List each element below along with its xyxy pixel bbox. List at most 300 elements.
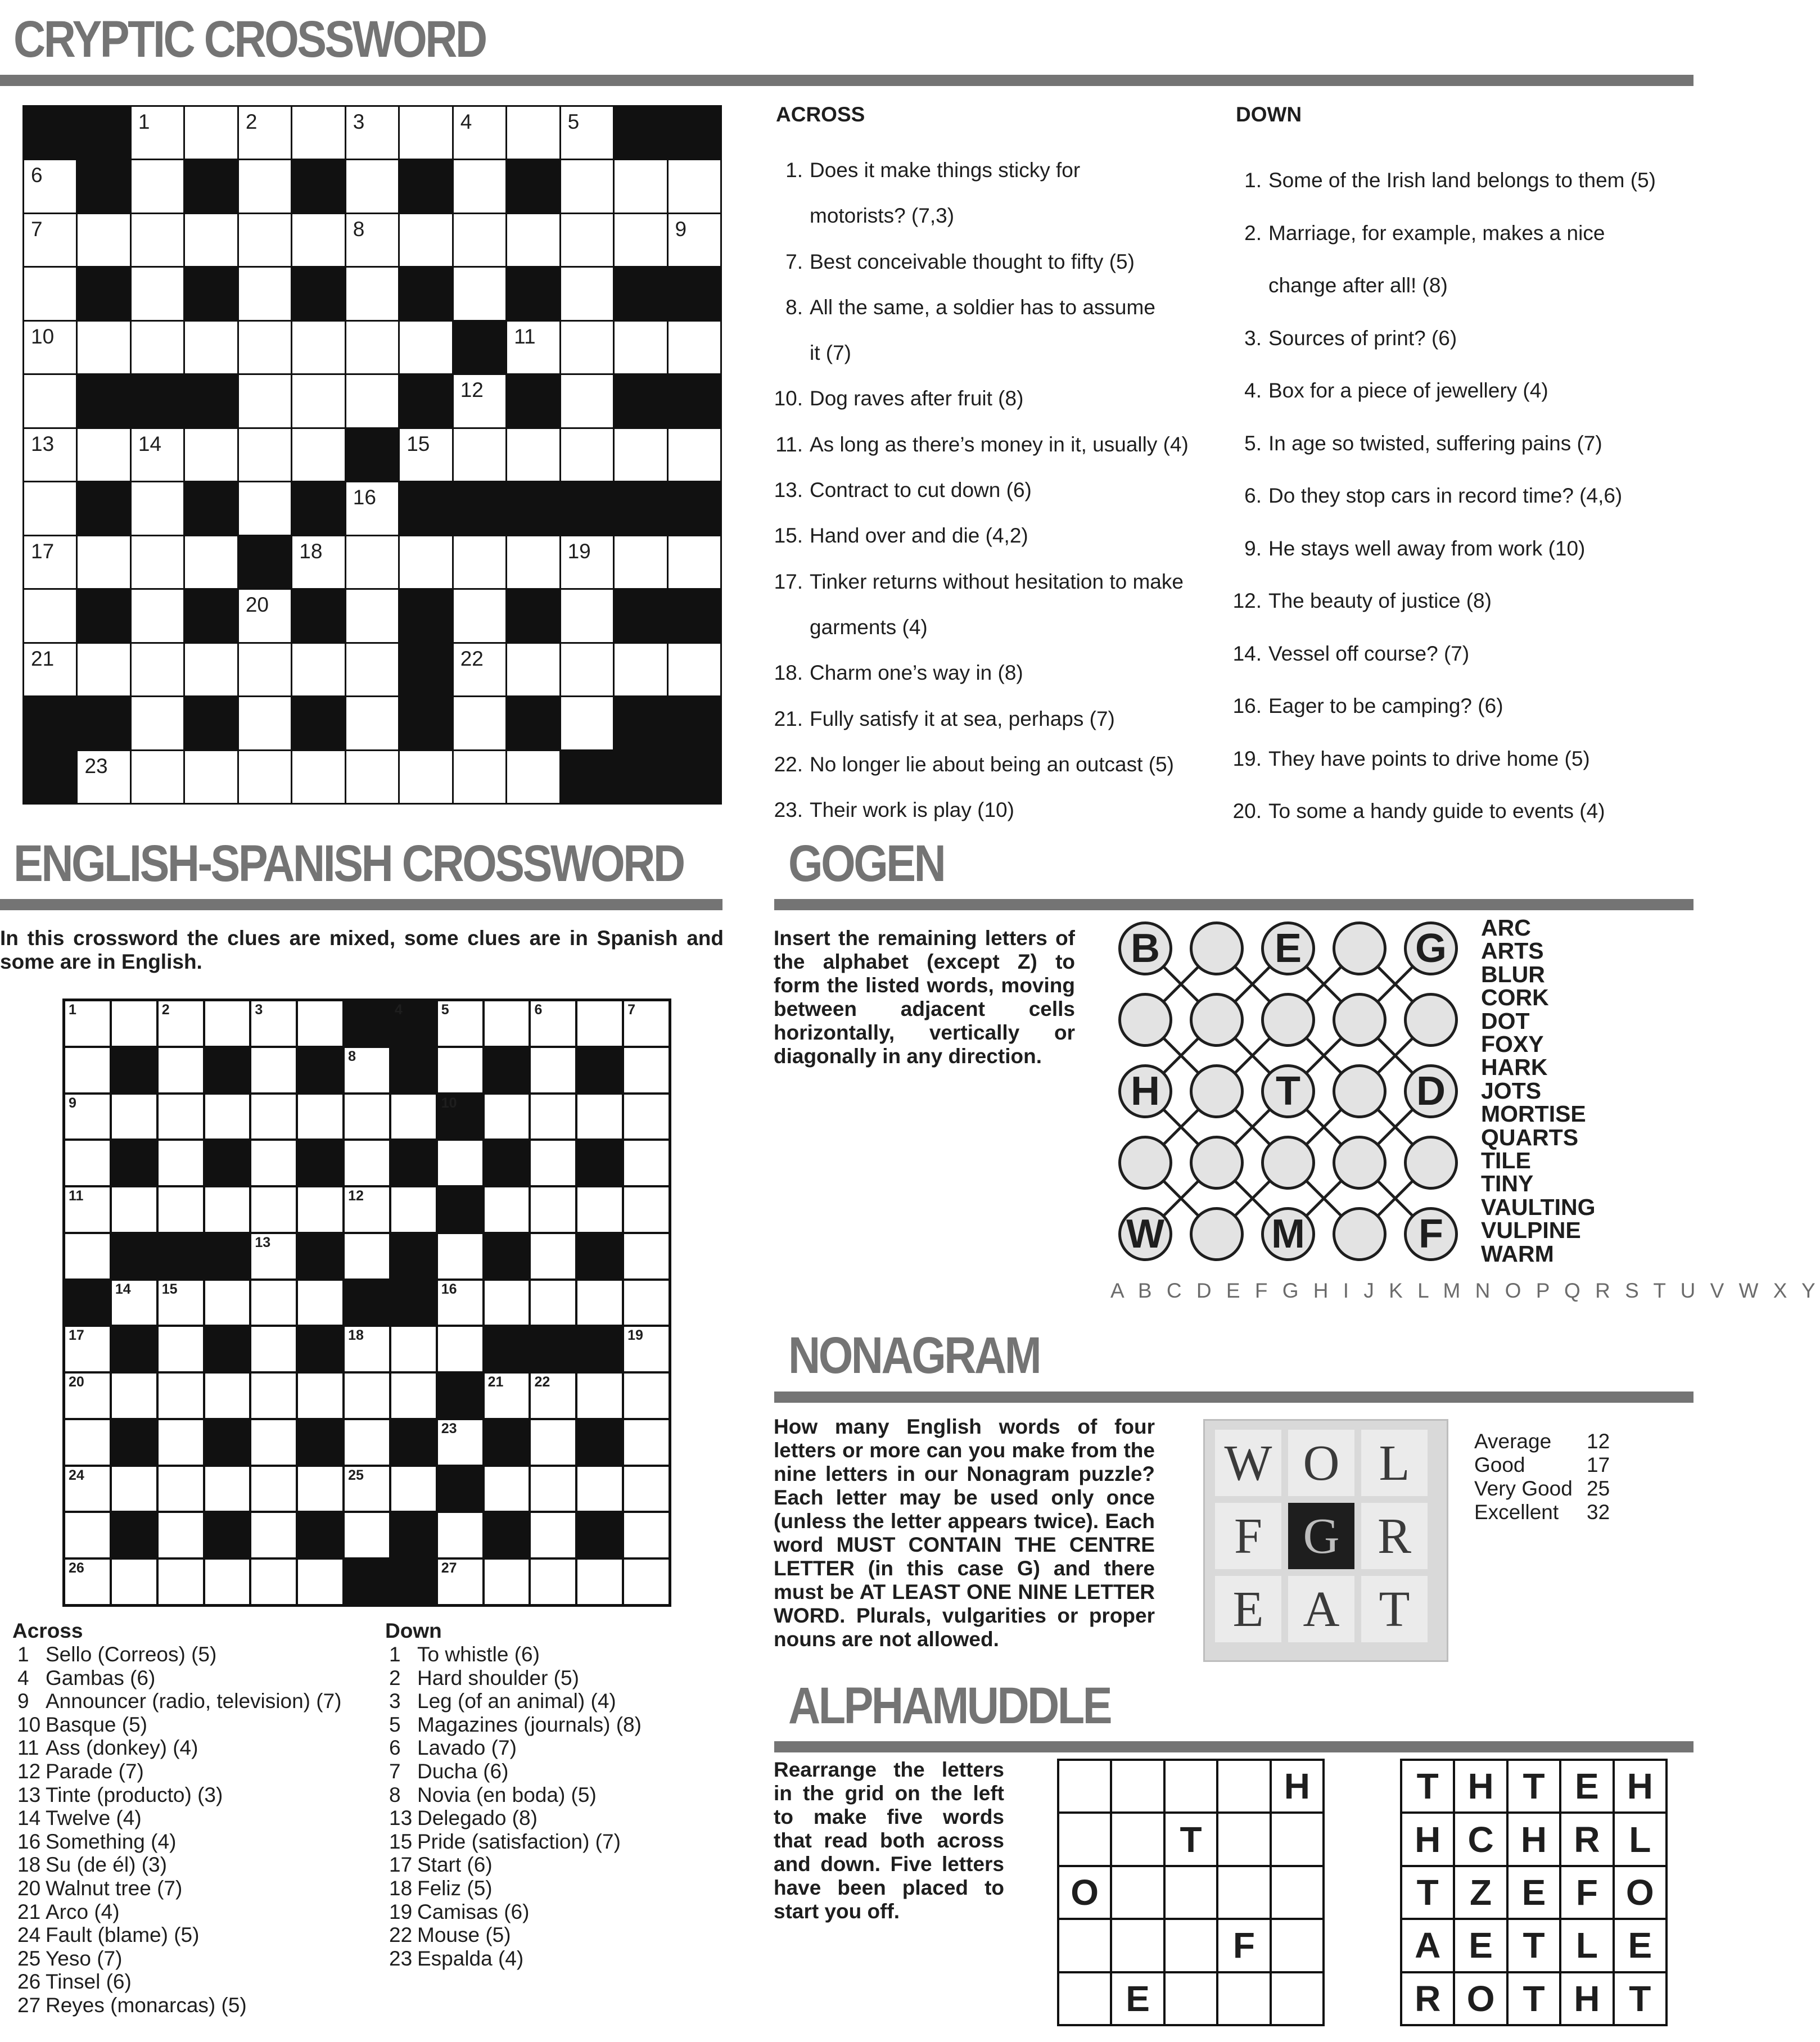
es-cell[interactable] [531, 1513, 575, 1557]
cryptic-cell[interactable] [400, 214, 451, 266]
es-cell[interactable] [624, 1187, 669, 1232]
es-cell[interactable] [251, 1141, 296, 1185]
es-cell[interactable] [251, 1048, 296, 1092]
es-cell[interactable] [531, 1095, 575, 1139]
es-cell[interactable] [624, 1001, 669, 1046]
cryptic-cell[interactable] [400, 429, 451, 481]
alphamuddle-left-cell[interactable] [1218, 1973, 1269, 2024]
cryptic-cell[interactable] [400, 751, 451, 803]
cryptic-cell[interactable] [615, 322, 666, 373]
es-cell[interactable] [65, 1327, 110, 1371]
cryptic-cell[interactable] [561, 536, 613, 588]
gogen-cell[interactable]: E [1261, 921, 1315, 975]
es-cell[interactable] [112, 1560, 156, 1604]
es-cell[interactable] [345, 1327, 389, 1371]
cryptic-cell[interactable] [454, 375, 505, 427]
cryptic-cell[interactable] [615, 536, 666, 588]
cryptic-cell[interactable] [24, 644, 76, 695]
cryptic-cell[interactable] [239, 482, 291, 534]
es-cell[interactable] [577, 1467, 622, 1511]
es-cell[interactable] [159, 1374, 203, 1418]
clue-number: 1 [389, 1643, 401, 1666]
es-cell[interactable] [438, 1513, 482, 1557]
es-cell[interactable] [438, 1327, 482, 1371]
es-cell[interactable] [624, 1048, 669, 1092]
es-cell[interactable] [438, 1420, 482, 1465]
es-cell[interactable] [531, 1141, 575, 1185]
es-cell[interactable] [391, 1187, 436, 1232]
es-cell[interactable] [624, 1141, 669, 1185]
cryptic-cell[interactable] [78, 322, 129, 373]
es-cell[interactable] [485, 1281, 529, 1325]
es-cell[interactable] [577, 1374, 622, 1418]
es-cell[interactable] [298, 1187, 342, 1232]
cryptic-cell[interactable] [292, 536, 344, 588]
cryptic-cell[interactable] [346, 160, 398, 212]
es-cell[interactable] [65, 1095, 110, 1139]
alphamuddle-left-cell[interactable]: O [1059, 1867, 1110, 1918]
es-black-cell [485, 1513, 529, 1557]
alphamuddle-left-cell[interactable] [1059, 1973, 1110, 2024]
es-cell[interactable] [624, 1513, 669, 1557]
es-cell[interactable] [438, 1001, 482, 1046]
es-cell[interactable] [159, 1001, 203, 1046]
es-cell[interactable] [438, 1048, 482, 1092]
es-cell[interactable] [531, 1187, 575, 1232]
es-cell[interactable] [531, 1374, 575, 1418]
cryptic-cell[interactable] [78, 214, 129, 266]
gogen-cell[interactable] [1190, 1136, 1244, 1190]
cryptic-cell[interactable] [132, 644, 183, 695]
cryptic-cell[interactable] [454, 697, 505, 749]
es-cell[interactable] [159, 1513, 203, 1557]
alphamuddle-left-cell[interactable] [1112, 1814, 1163, 1864]
cryptic-cell[interactable] [454, 107, 505, 159]
cryptic-cell[interactable] [615, 644, 666, 695]
gogen-cell[interactable]: M [1261, 1207, 1315, 1261]
es-cell[interactable] [298, 1281, 342, 1325]
english-spanish-across-heading: Across [12, 1619, 83, 1642]
cryptic-cell[interactable] [185, 536, 237, 588]
alphamuddle-left-cell[interactable]: H [1272, 1761, 1322, 1811]
es-cell[interactable] [345, 1420, 389, 1465]
es-cell[interactable] [205, 1187, 250, 1232]
es-cell[interactable] [391, 1467, 436, 1511]
clue-text: Vessel off course? (7) [1268, 641, 1470, 665]
gogen-cell[interactable]: B [1118, 921, 1172, 975]
cryptic-cell[interactable] [561, 429, 613, 481]
es-cell[interactable] [112, 1187, 156, 1232]
cryptic-cell[interactable] [346, 375, 398, 427]
es-cell[interactable] [624, 1234, 669, 1278]
gogen-cell[interactable] [1190, 1207, 1244, 1261]
es-cell[interactable] [298, 1001, 342, 1046]
es-cell[interactable] [251, 1234, 296, 1278]
alphamuddle-left-cell[interactable] [1059, 1761, 1110, 1811]
cryptic-cell[interactable] [239, 268, 291, 319]
cryptic-cell[interactable] [454, 751, 505, 803]
es-cell[interactable] [438, 1234, 482, 1278]
cryptic-cell[interactable] [239, 644, 291, 695]
cryptic-cell[interactable] [346, 697, 398, 749]
cryptic-cell[interactable] [132, 322, 183, 373]
cryptic-cell[interactable] [239, 322, 291, 373]
cryptic-cell[interactable] [24, 482, 76, 534]
cryptic-cell[interactable] [132, 160, 183, 212]
cryptic-cell[interactable] [132, 429, 183, 481]
es-cell[interactable] [112, 1374, 156, 1418]
cryptic-cell[interactable] [78, 751, 129, 803]
es-cell[interactable] [251, 1374, 296, 1418]
cryptic-cell[interactable] [346, 644, 398, 695]
es-cell[interactable] [298, 1467, 342, 1511]
cryptic-cell[interactable] [507, 751, 559, 803]
es-cell[interactable] [485, 1001, 529, 1046]
cryptic-cell[interactable] [292, 751, 344, 803]
es-cell[interactable] [438, 1281, 482, 1325]
cryptic-cell[interactable] [669, 536, 720, 588]
cryptic-cell[interactable] [561, 268, 613, 319]
cryptic-cell[interactable] [669, 322, 720, 373]
cryptic-cell[interactable] [132, 214, 183, 266]
gogen-cell[interactable] [1190, 921, 1244, 975]
cryptic-cell[interactable] [239, 751, 291, 803]
gogen-cell[interactable]: W [1118, 1207, 1172, 1261]
cryptic-cell[interactable] [239, 214, 291, 266]
cryptic-cell[interactable] [239, 697, 291, 749]
es-cell[interactable] [159, 1467, 203, 1511]
es-cell[interactable] [112, 1001, 156, 1046]
cryptic-cell[interactable] [346, 214, 398, 266]
alphamuddle-left-cell[interactable] [1112, 1761, 1163, 1811]
es-cell[interactable] [159, 1048, 203, 1092]
cryptic-cell[interactable] [78, 429, 129, 481]
cryptic-cell[interactable] [24, 268, 76, 319]
clue-number: 20 [69, 1374, 84, 1390]
alphamuddle-left-cell[interactable] [1166, 1761, 1216, 1811]
es-cell[interactable] [485, 1187, 529, 1232]
cryptic-cell[interactable] [132, 268, 183, 319]
gogen-cell[interactable]: G [1404, 921, 1458, 975]
es-cell[interactable] [485, 1560, 529, 1604]
es-cell[interactable] [624, 1095, 669, 1139]
cryptic-cell[interactable] [400, 107, 451, 159]
es-cell[interactable] [65, 1048, 110, 1092]
es-cell[interactable] [577, 1187, 622, 1232]
es-cell[interactable] [112, 1467, 156, 1511]
cryptic-cell[interactable] [561, 107, 613, 159]
es-cell[interactable] [65, 1467, 110, 1511]
es-black-cell [391, 1234, 436, 1278]
cryptic-cell[interactable] [185, 214, 237, 266]
cryptic-cell[interactable] [669, 214, 720, 266]
es-cell[interactable] [531, 1234, 575, 1278]
es-cell[interactable] [112, 1095, 156, 1139]
gogen-cell[interactable] [1333, 1136, 1387, 1190]
cryptic-cell[interactable] [507, 644, 559, 695]
es-cell[interactable] [577, 1095, 622, 1139]
gogen-cell[interactable]: F [1404, 1207, 1458, 1261]
gogen-cell[interactable]: H [1118, 1064, 1172, 1118]
gogen-cell[interactable] [1261, 1136, 1315, 1190]
cryptic-cell[interactable] [185, 429, 237, 481]
cryptic-cell[interactable] [24, 160, 76, 212]
es-cell[interactable] [251, 1467, 296, 1511]
es-cell[interactable] [205, 1281, 250, 1325]
cryptic-cell[interactable] [185, 107, 237, 159]
es-cell[interactable] [485, 1095, 529, 1139]
es-cell[interactable] [345, 1467, 389, 1511]
cryptic-across-clue [810, 330, 1189, 376]
cryptic-cell[interactable] [185, 751, 237, 803]
es-cell[interactable] [251, 1513, 296, 1557]
cryptic-cell[interactable] [454, 429, 505, 481]
es-cell[interactable] [251, 1187, 296, 1232]
es-cell[interactable] [345, 1141, 389, 1185]
es-cell[interactable] [251, 1281, 296, 1325]
es-cell[interactable] [391, 1327, 436, 1371]
cryptic-cell[interactable] [669, 429, 720, 481]
es-cell[interactable] [205, 1095, 250, 1139]
es-cell[interactable] [624, 1327, 669, 1371]
es-cell[interactable] [577, 1560, 622, 1604]
es-cell[interactable] [531, 1420, 575, 1465]
es-cell[interactable] [65, 1374, 110, 1418]
gogen-cell[interactable] [1333, 1064, 1387, 1118]
es-cell[interactable] [65, 1187, 110, 1232]
cryptic-cell[interactable] [669, 160, 720, 212]
alphamuddle-left-cell[interactable] [1059, 1814, 1110, 1864]
es-cell[interactable] [205, 1467, 250, 1511]
cryptic-cell[interactable] [239, 375, 291, 427]
alphamuddle-left-cell[interactable] [1272, 1814, 1322, 1864]
es-cell[interactable] [159, 1281, 203, 1325]
gogen-cell[interactable] [1118, 993, 1172, 1047]
es-cell[interactable] [298, 1095, 342, 1139]
cryptic-cell[interactable] [400, 322, 451, 373]
es-cell[interactable] [577, 1001, 622, 1046]
cryptic-cell[interactable] [24, 375, 76, 427]
cryptic-cell[interactable] [185, 644, 237, 695]
alphamuddle-left-cell[interactable]: T [1166, 1814, 1216, 1864]
es-cell[interactable] [205, 1374, 250, 1418]
alphamuddle-left-cell[interactable] [1218, 1761, 1269, 1811]
cryptic-cell[interactable] [132, 107, 183, 159]
alphamuddle-left-cell[interactable] [1272, 1867, 1322, 1918]
cryptic-cell[interactable] [78, 536, 129, 588]
alphamuddle-grid-left [1057, 1759, 1325, 2026]
es-cell[interactable] [251, 1327, 296, 1371]
es-cell[interactable] [577, 1281, 622, 1325]
es-cell[interactable] [205, 1560, 250, 1604]
es-cell[interactable] [159, 1327, 203, 1371]
es-cell[interactable] [112, 1281, 156, 1325]
gogen-cell[interactable] [1190, 993, 1244, 1047]
cryptic-cell[interactable] [239, 429, 291, 481]
es-cell[interactable] [624, 1560, 669, 1604]
es-cell[interactable] [65, 1001, 110, 1046]
gogen-cell[interactable] [1333, 921, 1387, 975]
es-cell[interactable] [391, 1374, 436, 1418]
cryptic-cell[interactable] [132, 482, 183, 534]
cryptic-cell[interactable] [78, 644, 129, 695]
gogen-cell[interactable] [1190, 1064, 1244, 1118]
es-cell[interactable] [485, 1374, 529, 1418]
es-cell[interactable] [65, 1513, 110, 1557]
cryptic-cell[interactable] [346, 751, 398, 803]
cryptic-cell[interactable] [561, 644, 613, 695]
es-cell[interactable] [438, 1560, 482, 1604]
alphamuddle-left-cell[interactable] [1166, 1973, 1216, 2024]
cryptic-cell[interactable] [239, 107, 291, 159]
clue-number: 7 [389, 1759, 401, 1783]
alphamuddle-left-cell[interactable] [1218, 1867, 1269, 1918]
cryptic-cell[interactable] [346, 590, 398, 641]
alphamuddle-left-cell[interactable] [1059, 1920, 1110, 1971]
es-cell[interactable] [345, 1048, 389, 1092]
cryptic-cell[interactable] [346, 107, 398, 159]
cryptic-cell[interactable] [346, 536, 398, 588]
cryptic-cell[interactable] [292, 375, 344, 427]
cryptic-cell[interactable] [561, 697, 613, 749]
cryptic-cell[interactable] [24, 536, 76, 588]
cryptic-cell[interactable] [24, 322, 76, 373]
es-cell[interactable] [531, 1467, 575, 1511]
gogen-cell[interactable] [1118, 1136, 1172, 1190]
alphamuddle-left-cell[interactable] [1166, 1920, 1216, 1971]
es-cell[interactable] [159, 1420, 203, 1465]
cryptic-cell[interactable] [561, 375, 613, 427]
gogen-cell[interactable] [1261, 993, 1315, 1047]
es-cell[interactable] [345, 1187, 389, 1232]
score-row [1474, 1501, 1610, 1524]
es-cell[interactable] [438, 1141, 482, 1185]
cryptic-cell[interactable] [507, 429, 559, 481]
cryptic-cell[interactable] [132, 590, 183, 641]
es-cell[interactable] [65, 1141, 110, 1185]
es-cell[interactable] [624, 1467, 669, 1511]
gogen-cell[interactable]: D [1404, 1064, 1458, 1118]
es-cell[interactable] [531, 1560, 575, 1604]
es-cell[interactable] [159, 1095, 203, 1139]
cryptic-cell[interactable] [454, 268, 505, 319]
es-cell[interactable] [205, 1001, 250, 1046]
cryptic-cell[interactable] [454, 536, 505, 588]
cryptic-cell[interactable] [561, 160, 613, 212]
gogen-cell[interactable]: T [1261, 1064, 1315, 1118]
alphamuddle-left-cell[interactable] [1112, 1867, 1163, 1918]
nonagram-scores [1474, 1430, 1610, 1524]
es-cell[interactable] [485, 1467, 529, 1511]
cryptic-cell[interactable] [239, 160, 291, 212]
alphamuddle-left-cell[interactable] [1166, 1867, 1216, 1918]
gogen-cell[interactable] [1404, 993, 1458, 1047]
alphamuddle-left-cell[interactable] [1272, 1920, 1322, 1971]
es-cell[interactable] [345, 1095, 389, 1139]
cryptic-cell[interactable] [24, 429, 76, 481]
cryptic-cell[interactable] [292, 107, 344, 159]
cryptic-cell[interactable] [507, 322, 559, 373]
es-cell[interactable] [251, 1560, 296, 1604]
cryptic-cell[interactable] [346, 482, 398, 534]
cryptic-cell[interactable] [669, 644, 720, 695]
alphamuddle-right-cell: T [1615, 1973, 1665, 2024]
cryptic-cell[interactable] [561, 214, 613, 266]
cryptic-cell[interactable] [24, 590, 76, 641]
cryptic-cell[interactable] [454, 644, 505, 695]
gogen-cell[interactable] [1404, 1136, 1458, 1190]
cryptic-cell[interactable] [615, 429, 666, 481]
alphamuddle-left-cell[interactable]: F [1218, 1920, 1269, 1971]
es-cell[interactable] [345, 1513, 389, 1557]
alphamuddle-left-cell[interactable] [1272, 1973, 1322, 2024]
es-cell[interactable] [624, 1374, 669, 1418]
cryptic-cell[interactable] [454, 590, 505, 641]
cryptic-cell[interactable] [132, 697, 183, 749]
cryptic-cell[interactable] [615, 160, 666, 212]
es-cell[interactable] [624, 1420, 669, 1465]
es-cell[interactable] [298, 1374, 342, 1418]
cryptic-cell[interactable] [239, 590, 291, 641]
alphamuddle-left-cell[interactable]: E [1112, 1973, 1163, 2024]
cryptic-cell[interactable] [454, 214, 505, 266]
clue-number: 1. [785, 159, 803, 182]
cryptic-cell[interactable] [615, 214, 666, 266]
es-cell[interactable] [391, 1095, 436, 1139]
cryptic-cell[interactable] [292, 214, 344, 266]
es-cell[interactable] [159, 1141, 203, 1185]
es-cell[interactable] [65, 1420, 110, 1465]
es-cell[interactable] [251, 1420, 296, 1465]
alphamuddle-left-cell[interactable] [1112, 1920, 1163, 1971]
es-cell[interactable] [159, 1187, 203, 1232]
cryptic-cell[interactable] [454, 160, 505, 212]
es-cell[interactable] [345, 1374, 389, 1418]
cryptic-cell[interactable] [185, 322, 237, 373]
es-cell[interactable] [624, 1281, 669, 1325]
es-cell[interactable] [345, 1234, 389, 1278]
cryptic-cell[interactable] [507, 214, 559, 266]
clue-number: 18 [299, 539, 323, 563]
cryptic-cell[interactable] [292, 429, 344, 481]
es-cell[interactable] [65, 1234, 110, 1278]
cryptic-cell[interactable] [132, 536, 183, 588]
es-cell[interactable] [531, 1001, 575, 1046]
es-cell[interactable] [251, 1095, 296, 1139]
cryptic-cell[interactable] [507, 536, 559, 588]
cryptic-cell[interactable] [561, 322, 613, 373]
es-cell[interactable] [65, 1560, 110, 1604]
alphamuddle-left-cell[interactable] [1218, 1814, 1269, 1864]
es-cell[interactable] [159, 1560, 203, 1604]
cryptic-cell[interactable] [346, 268, 398, 319]
es-cell[interactable] [531, 1281, 575, 1325]
cryptic-cell[interactable] [346, 322, 398, 373]
cryptic-cell[interactable] [292, 322, 344, 373]
es-cell[interactable] [298, 1560, 342, 1604]
cryptic-cell[interactable] [132, 751, 183, 803]
gogen-word: QUARTS [1481, 1124, 1579, 1150]
gogen-cell[interactable] [1333, 993, 1387, 1047]
cryptic-cell[interactable] [561, 590, 613, 641]
cryptic-cell[interactable] [292, 644, 344, 695]
cryptic-cell[interactable] [24, 214, 76, 266]
cryptic-cell[interactable] [507, 107, 559, 159]
es-cell[interactable] [531, 1048, 575, 1092]
es-cell[interactable] [251, 1001, 296, 1046]
gogen-cell[interactable] [1333, 1207, 1387, 1261]
cryptic-cell[interactable] [400, 536, 451, 588]
